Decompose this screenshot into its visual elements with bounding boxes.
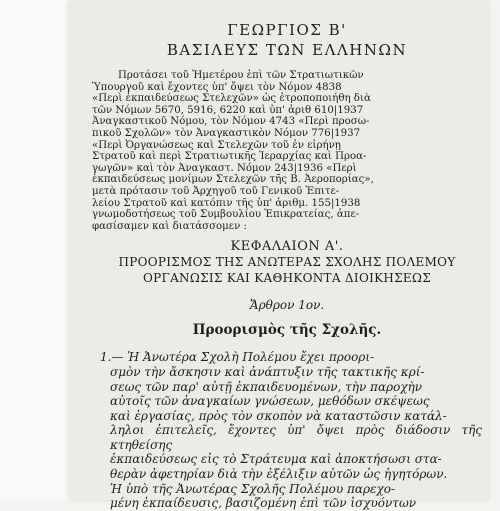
preamble-line: φασίσαμεν καὶ διατάσσομεν : — [92, 220, 247, 232]
preamble-line: Ὑπουργοῦ καὶ ἔχοντες ὑπ' ὄψει τὸν Νόμον 4838 — [92, 81, 342, 93]
body-line: καὶ ἐργασίας, πρὸς τὸν σκοπὸν νὰ καταστῶσιν κατάλ- — [110, 408, 447, 423]
section-title: Προορισμὸς τῆς Σχολῆς. — [192, 322, 382, 339]
preamble-line: γωγῶν» καὶ τὸν Ἀναγκαστ. Νόμον 243|1936 «Περὶ — [92, 162, 357, 174]
chapter-subtitle-line: ΠΡΟΟΡΙΣΜΟΣ ΤΗΣ ΑΝΩΤΕΡΑΣ ΣΧΟΛΗΣ ΠΟΛΕΜΟΥ — [118, 255, 456, 270]
king-name: ΓΕΩΡΓΙΟΣ Β' — [227, 21, 347, 39]
preamble-line: τῶν Νόμων 5670, 5916, 6220 καὶ ὑπ' ἀριθ 610|1937 — [92, 104, 364, 116]
decree-heading — [92, 20, 482, 60]
body-line: σεως τῶν παρ' αὐτῇ ἐκπαιδευομένων, τὴν παροχὴν — [110, 379, 423, 394]
preamble-line: Ἀναγκαστικοῦ Νόμου, τὸν Νόμον 4743 «Περὶ προσω- — [92, 116, 370, 128]
body-line: αὐτοῖς τῶν ἀναγκαίων γνώσεων, μεθόδων σκέψεως — [110, 394, 430, 409]
body-line: θερὰν ἀφετηρίαν διὰ τὴν ἐξέλιξιν αὐτῶν ὡς ἡγητόρων. — [110, 467, 448, 482]
body-line: σμὸν τὴν ἄσκησιν καὶ ἀνάπτυξιν τῆς τακτικῆς κρί- — [110, 364, 425, 379]
preamble-line: πικοῦ Σχολῶν» τὸν Ἀναγκαστικὸν Νόμον 776|1937 — [92, 127, 361, 139]
body-line: μένη ἐκπαίδευσις, βασιζομένη ἐπὶ τῶν ἰσχυόντων — [110, 496, 417, 511]
preamble-paragraph — [92, 70, 482, 232]
chapter-subtitle — [92, 254, 482, 286]
preamble-line: Προτάσει τοῦ Ἡμετέρου ἐπὶ τῶν Στρατιωτικῶν — [118, 70, 364, 81]
preamble-line: μετὰ πρότασιν τοῦ Ἀρχηγοῦ τοῦ Γενικοῦ Ἐπιτε- — [92, 185, 340, 197]
preamble-line: «Περὶ ἐκπαιδεύσεως Στελεχῶν» ὡς ἐτροποποιήθη διὰ — [92, 93, 371, 105]
preamble-line: γνωμοδοτήσεως τοῦ Συμβουλίου Ἐπικρατείας, ἀπε- — [92, 209, 360, 221]
preamble-line: λείου Στρατοῦ καὶ κατόπιν τῆς ὑπ' ἀριθμ. 155|1938 — [92, 197, 361, 209]
king-title: ΒΑΣΙΛΕΥΣ ΤΩΝ ΕΛΛΗΝΩΝ — [166, 41, 408, 59]
article-number: Ἄρθρον 1ον. — [249, 298, 325, 313]
preamble-line: Στρατοῦ καὶ περὶ Στρατιωτικῆς Ἱεραρχίας καὶ Προα- — [92, 151, 367, 163]
facing-page-margin — [0, 0, 70, 500]
preamble-line: «Περὶ Ὀργανώσεως καὶ Στελεχῶν τοῦ ἐν εἰρήνῃ — [92, 139, 341, 151]
body-line: 1.— Ἡ Ἀνωτέρα Σχολὴ Πολέμου ἔχει προορι- — [100, 350, 375, 365]
body-line: ληλοι ἐπιτελεῖς, ἔχοντες ὑπ' ὄψει πρὸς διάδοσιν τῆς κτηθείσης — [110, 423, 482, 452]
preamble-line: ἐκπαιδεύσεως μονίμων Στελεχῶν τῆς Β. Ἀεροπορίας», — [92, 174, 374, 186]
body-line: ἐκπαιδεύσεως εἰς τὸ Στράτευμα καὶ ἀποκτήσωσι στα- — [110, 452, 442, 467]
chapter-subtitle-line: ΟΡΓΑΝΩΣΙΣ ΚΑΙ ΚΑΘΗΚΟΝΤΑ ΔΙΟΙΚΗΣΕΩΣ — [142, 271, 432, 286]
document-content — [92, 20, 482, 511]
body-line: Ἡ ὑπὸ τῆς Ἀνωτέρας Σχολῆς Πολέμου παρεχο- — [110, 481, 396, 496]
chapter-heading: ΚΕΦΑΛΑΙΟΝ Α'. — [230, 239, 344, 255]
article-body — [92, 350, 482, 511]
